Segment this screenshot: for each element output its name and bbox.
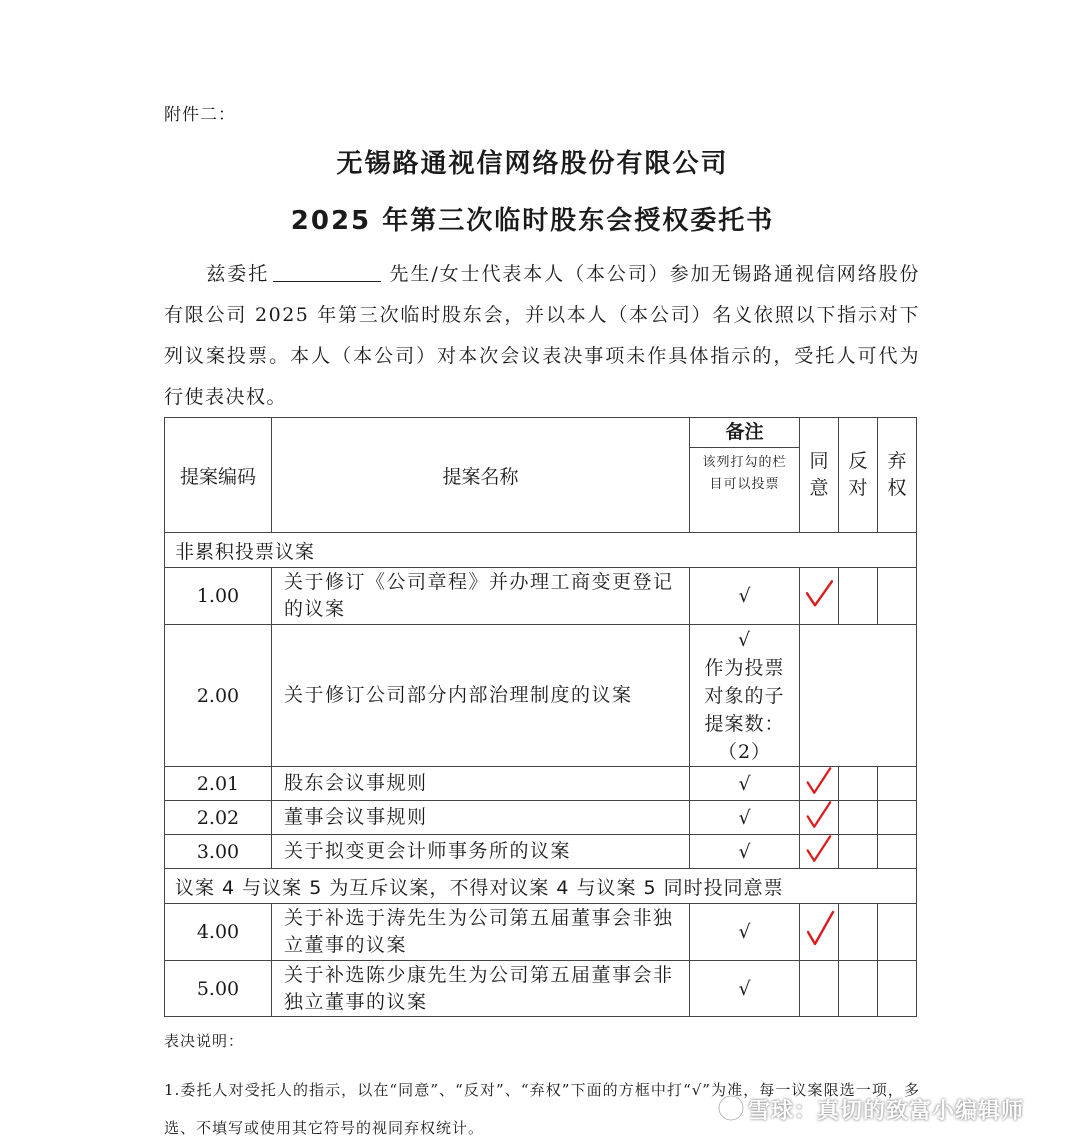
row-mark: √	[690, 801, 800, 835]
row-name: 董事会议事规则	[272, 801, 690, 835]
header-abstain: 弃 权	[878, 418, 917, 533]
section-row	[165, 869, 917, 904]
row-name: 关于修订《公司章程》并办理工商变更登记的议案	[272, 568, 690, 625]
row-code: 4.00	[165, 904, 272, 961]
row-name: 关于补选陈少康先生为公司第五届董事会非独立董事的议案	[272, 961, 690, 1017]
abstain-checkbox[interactable]	[878, 568, 917, 625]
abstain-checkbox[interactable]	[878, 835, 917, 869]
table-row	[165, 835, 917, 869]
document-title: 2025 年第三次临时股东会授权委托书	[290, 206, 775, 236]
row-code: 1.00	[165, 568, 272, 625]
agree-checkbox[interactable]	[800, 835, 839, 869]
table-row	[165, 961, 917, 1017]
row-mark: √	[690, 767, 800, 801]
red-check-icon	[802, 910, 836, 950]
proposal-table	[164, 417, 917, 1017]
row-code: 5.00	[165, 961, 272, 1017]
row-code: 2.01	[165, 767, 272, 801]
section-row	[165, 533, 917, 568]
row-name: 股东会议事规则	[272, 767, 690, 801]
voting-notes-heading: 表决说明：	[164, 1032, 245, 1050]
voting-note-1: 1.委托人对受托人的指示，以在“同意”、“反对”、“弃权”下面的方框中打“√”为准，每一议案限选一项，多选、不填写或使用其它符号的视同弃权统计。	[164, 1081, 920, 1137]
row-mark: √ 作为投票 对象的子 提案数： （2）	[690, 625, 800, 767]
agree-checkbox[interactable]	[800, 961, 839, 1017]
intro-part1: 兹委托	[206, 263, 270, 285]
proxy-name-blank[interactable]	[273, 259, 381, 282]
intro-paragraph	[164, 254, 920, 418]
agree-checkbox[interactable]	[800, 767, 839, 801]
table-row	[165, 625, 917, 767]
header-code: 提案编码	[165, 418, 272, 533]
row-name: 关于补选于涛先生为公司第五届董事会非独立董事的议案	[272, 904, 690, 961]
oppose-checkbox[interactable]	[839, 835, 878, 869]
red-check-icon	[802, 834, 834, 866]
table-row	[165, 767, 917, 801]
row-code: 2.02	[165, 801, 272, 835]
oppose-checkbox[interactable]	[839, 801, 878, 835]
row-code: 2.00	[165, 625, 272, 767]
agree-checkbox[interactable]	[800, 568, 839, 625]
intro-part2: 先生/女士代表本人（本公司）参加无锡路通视信网络股份有限公司 2025 年第三次临时股东会，并以本人（本公司）名义依照以下指示对下列议案投票。本人（本公司）对本次会议表决事项未作具体指示的，受托人可代为行使表决权。	[164, 263, 920, 408]
red-check-icon	[802, 577, 836, 611]
header-note	[690, 418, 800, 533]
header-agree: 同 意	[800, 418, 839, 533]
oppose-checkbox[interactable]	[839, 568, 878, 625]
red-check-icon	[802, 800, 834, 832]
row-name: 关于修订公司部分内部治理制度的议案	[272, 625, 690, 767]
row-code: 3.00	[165, 835, 272, 869]
company-title: 无锡路通视信网络股份有限公司	[336, 149, 729, 179]
vote-cells-empty	[800, 625, 917, 767]
header-note-sub: 该列打勾的栏目可以投票	[702, 455, 787, 492]
table-row	[165, 568, 917, 625]
attachment-label: 附件二：	[164, 105, 236, 125]
abstain-checkbox[interactable]	[878, 767, 917, 801]
section-non-cumulative: 非累积投票议案	[165, 533, 917, 568]
table-header-row	[165, 418, 917, 533]
oppose-checkbox[interactable]	[839, 904, 878, 961]
abstain-checkbox[interactable]	[878, 801, 917, 835]
row-mark: √	[690, 568, 800, 625]
snowball-logo-icon	[716, 1093, 746, 1123]
header-name: 提案名称	[272, 418, 690, 533]
oppose-checkbox[interactable]	[839, 961, 878, 1017]
header-note-title: 备注	[690, 418, 799, 448]
table-row	[165, 801, 917, 835]
abstain-checkbox[interactable]	[878, 961, 917, 1017]
row-mark: √	[690, 904, 800, 961]
oppose-checkbox[interactable]	[839, 767, 878, 801]
red-check-icon	[802, 766, 834, 798]
watermark-text: 雪球：真切的致富小编辑师	[748, 1099, 1025, 1124]
abstain-checkbox[interactable]	[878, 904, 917, 961]
row-name: 关于拟变更会计师事务所的议案	[272, 835, 690, 869]
agree-checkbox[interactable]	[800, 801, 839, 835]
row-mark: √	[690, 961, 800, 1017]
table-row	[165, 904, 917, 961]
row-mark: √	[690, 835, 800, 869]
header-oppose: 反 对	[839, 418, 878, 533]
section-mutually-exclusive: 议案 4 与议案 5 为互斥议案，不得对议案 4 与议案 5 同时投同意票	[165, 869, 917, 904]
agree-checkbox[interactable]	[800, 904, 839, 961]
